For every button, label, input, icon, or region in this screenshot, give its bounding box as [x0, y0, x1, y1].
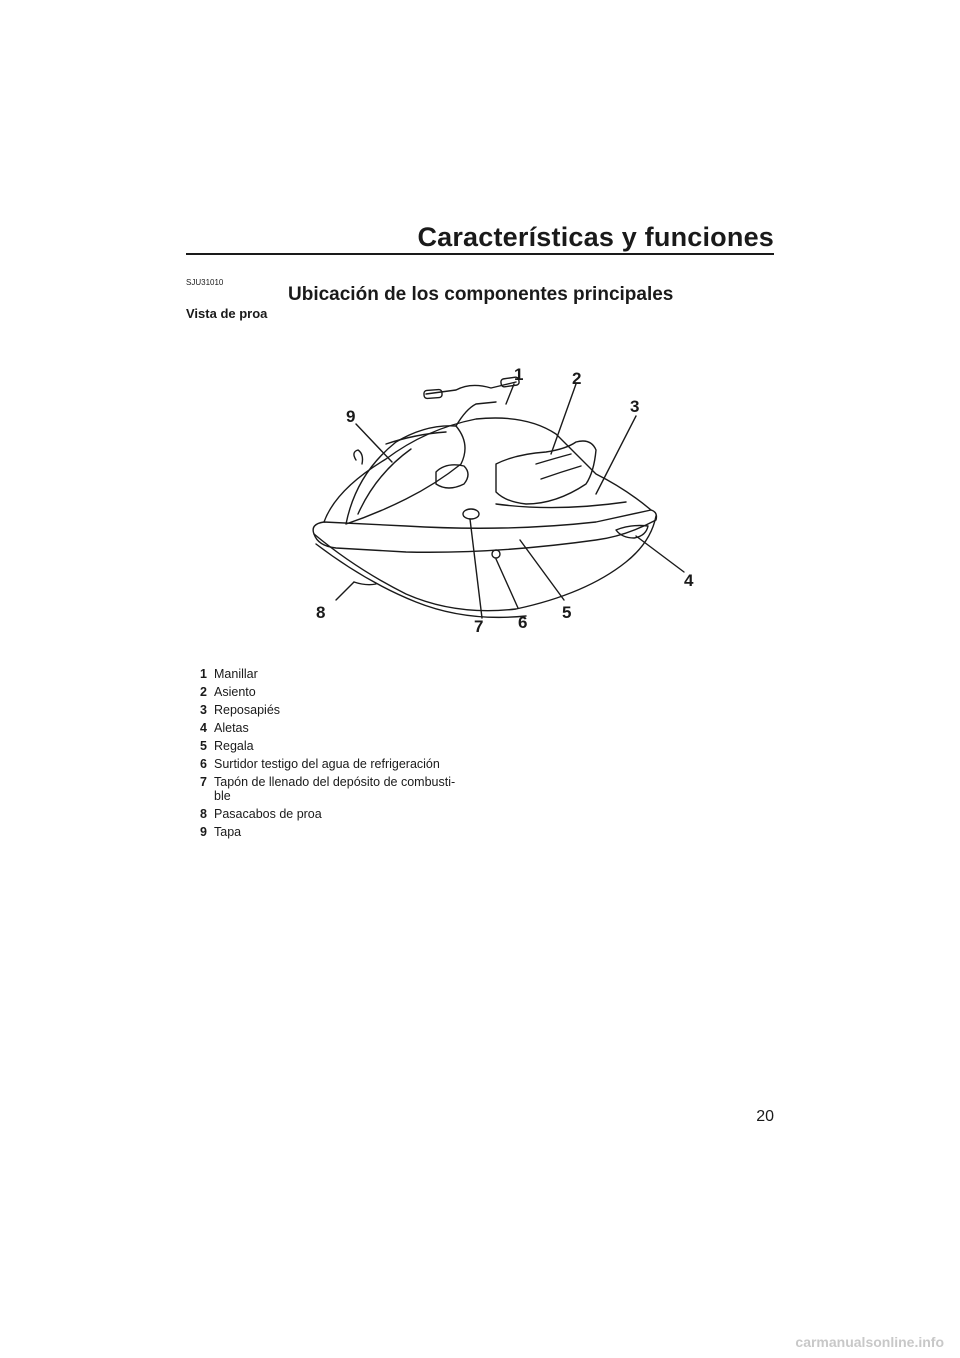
legend-list	[200, 667, 490, 843]
section-title: Ubicación de los componentes principales	[288, 284, 674, 305]
page-header-title: Características y funciones	[417, 222, 774, 252]
legend-item	[200, 667, 490, 681]
section-code: SJU31010	[186, 278, 224, 287]
hull-outline	[314, 516, 656, 611]
legend-text: Manillar	[214, 667, 258, 681]
callout-4: 4	[684, 571, 694, 590]
callout-5: 5	[562, 603, 572, 622]
legend-text: Surtidor testigo del agua de refrigeración	[214, 757, 440, 771]
legend-text: Regala	[214, 739, 254, 753]
legend-item	[200, 757, 490, 771]
legend-number: 9	[200, 825, 207, 839]
legend-number: 7	[200, 775, 207, 789]
callout-7: 7	[474, 617, 484, 636]
legend-text: Tapón de llenado del depósito de combusti- ble	[214, 775, 456, 803]
legend-text: Tapa	[214, 825, 242, 839]
callout-6: 6	[518, 613, 528, 632]
legend-item	[200, 825, 490, 839]
legend-item	[200, 807, 490, 821]
legend-number: 3	[200, 703, 207, 717]
legend-number: 2	[200, 685, 207, 699]
gunwale	[313, 510, 656, 552]
page-number: 20	[756, 1108, 774, 1125]
legend-text: Pasacabos de proa	[214, 807, 322, 821]
watermark: carmanualsonline.info	[795, 1334, 944, 1350]
legend-number: 4	[200, 721, 207, 735]
callout-9: 9	[346, 407, 356, 426]
legend-text: Asiento	[214, 685, 256, 699]
handlebar	[426, 382, 516, 394]
subheading: Vista de proa	[186, 306, 268, 321]
callout-2: 2	[572, 369, 582, 388]
legend-item	[200, 721, 490, 735]
legend-item	[200, 703, 490, 717]
legend-item	[200, 775, 490, 803]
watercraft-diagram	[296, 354, 706, 640]
legend-number: 5	[200, 739, 207, 753]
legend-number: 8	[200, 807, 207, 821]
fin	[616, 526, 648, 539]
callout-8: 8	[316, 603, 326, 622]
legend-text: Aletas	[214, 721, 249, 735]
legend-number: 6	[200, 757, 207, 771]
legend-text: Reposapiés	[214, 703, 281, 717]
callout-3: 3	[630, 397, 640, 416]
callout-1: 1	[514, 365, 524, 384]
hood	[346, 426, 465, 524]
legend-item	[200, 739, 490, 753]
header-rule	[186, 253, 774, 255]
legend-item	[200, 685, 490, 699]
legend-number: 1	[200, 667, 207, 681]
seat	[496, 441, 596, 504]
